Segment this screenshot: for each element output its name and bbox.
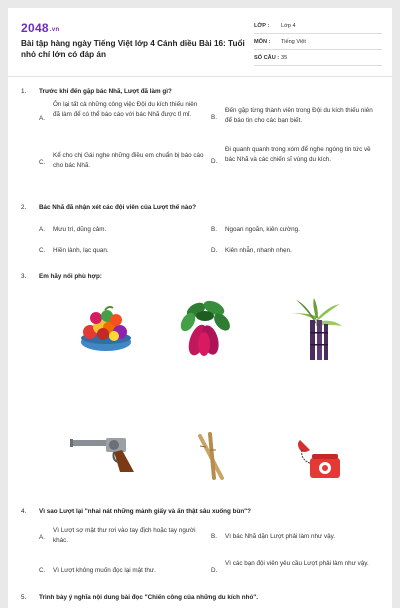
option-2d[interactable]: D. Kiên nhẫn, nhanh nhẹn. (211, 247, 292, 255)
question-5: 5. Trình bày ý nghĩa nội dung bài đọc "Chiến công của những du kích nhỏ". (21, 594, 259, 601)
option-1d[interactable]: D. Đi quanh quanh trong xóm để nghe ngóng tin tức về bác Nhã và các chiến sĩ vùng du kích. (211, 146, 371, 165)
meta-key: MÔN : (254, 38, 271, 45)
option-4d[interactable]: D. Vì các bạn đội viên yêu cầu Lượt phải làm như vậy. (211, 560, 369, 574)
telephone-image[interactable] (294, 436, 344, 482)
sugarcane-image[interactable] (286, 298, 346, 362)
worksheet-page (8, 8, 392, 608)
revolver-image[interactable] (66, 434, 146, 478)
question-1: 1. Trước khi đến gặp bác Nhã, Lượt đã làm gì? (21, 88, 172, 95)
meta-value: Tiếng Việt (281, 38, 306, 45)
option-1b[interactable]: B. Đến gặp từng thành viên trong Đội du kích thiếu niên để báo tin cho các bạn biết. (211, 107, 373, 124)
meta-value: Lớp 4 (281, 22, 296, 29)
meta-key: SỐ CÂU : (254, 54, 280, 61)
bamboo-sticks-image[interactable] (192, 432, 232, 482)
option-4c[interactable]: C. Vì Lượt không muốn đọc lại mật thư. (39, 567, 156, 575)
meta-row-grade (254, 18, 382, 34)
meta-row-subject (254, 34, 382, 50)
fruit-basket-image[interactable] (76, 304, 136, 356)
question-4: 4. Vì sao Lượt lại "nhai nát những mảnh giấy và ấn thật sâu xuống bùn"? (21, 508, 251, 515)
meta-row-count (254, 50, 382, 66)
option-2a[interactable]: A. Mưu trí, dũng cảm. (39, 226, 107, 234)
sweet-potato-image[interactable] (174, 296, 236, 360)
option-2c[interactable]: C. Hiền lành, lạc quan. (39, 247, 109, 255)
option-2b[interactable]: B. Ngoan ngoãn, kiên cường. (211, 226, 300, 234)
meta-value: 35 (281, 54, 288, 61)
site-logo[interactable]: 2048.vn (21, 21, 60, 35)
option-4a[interactable]: A. Vì Lượt sợ mật thư rơi vào tay địch hoặc tay người khác. (39, 527, 196, 544)
meta-info (254, 18, 382, 66)
option-1a[interactable]: A. Ôn lại tất cả những công việc Đội du kích thiếu niên đã làm để có thể báo cáo với bác Nhã được tỉ mỉ. (39, 101, 198, 122)
question-3: 3. Em hãy nối phù hợp: (21, 273, 102, 280)
page-title: Bài tập hàng ngày Tiếng Việt lớp 4 Cánh diều Bài 16: Tuổi nhỏ chí lớn có đáp án (21, 39, 245, 59)
divider (8, 76, 392, 77)
question-2: 2. Bác Nhã đã nhận xét các đội viên của Lượt thế nào? (21, 204, 197, 211)
meta-key: LỚP : (254, 22, 270, 29)
option-4b[interactable]: B. Vì bác Nhã dặn Lượt phải làm như vậy. (211, 533, 336, 541)
option-1c[interactable]: C. Kể cho chị Gái nghe những điều em chuẩn bị báo cáo cho bác Nhã. (39, 152, 204, 169)
